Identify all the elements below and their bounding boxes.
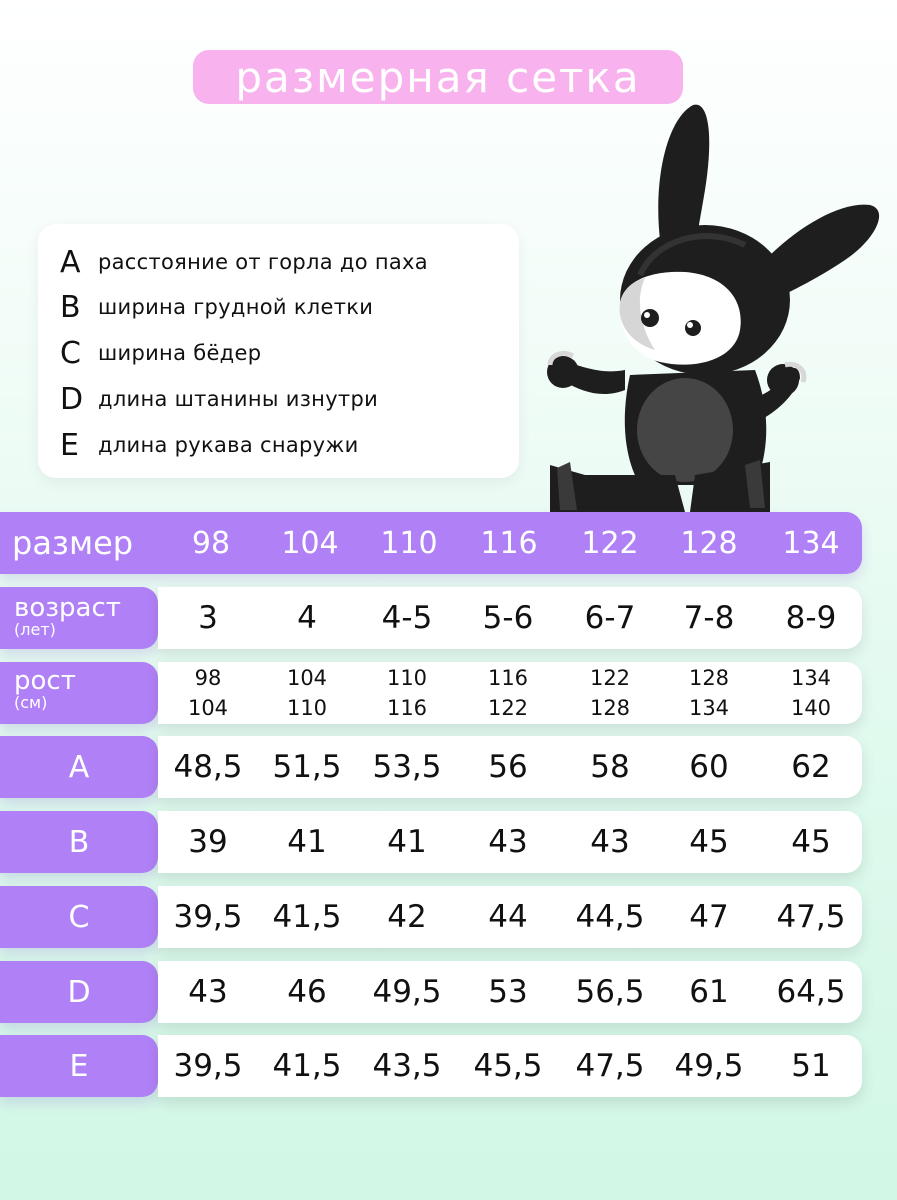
legend-text: ширина грудной клетки [98, 295, 374, 319]
height-to: 140 [790, 696, 832, 720]
age-label: возраст [14, 593, 121, 623]
size-label: размер [12, 524, 134, 562]
height-from: 128 [688, 666, 730, 690]
legend-letter: B [60, 289, 81, 325]
measure-value: 41,5 [272, 899, 342, 935]
measure-value: 43,5 [372, 1048, 442, 1084]
size-134: 134 [782, 525, 840, 561]
measure-value: 56 [488, 749, 528, 785]
measure-value: 45,5 [473, 1048, 543, 1084]
measure-value: 53,5 [372, 749, 442, 785]
measure-value: 41 [287, 824, 327, 860]
legend-item-c [60, 333, 261, 373]
measure-value: 47,5 [575, 1048, 645, 1084]
measure-row-b [158, 811, 862, 873]
legend-item-a [60, 242, 428, 282]
size-116: 116 [480, 525, 538, 561]
row-label-b: B [0, 811, 158, 873]
height-label: рост [14, 666, 76, 696]
row-label-d: D [0, 961, 158, 1023]
measure-value: 41 [387, 824, 427, 860]
measure-value: 43 [590, 824, 630, 860]
row-label-e: E [0, 1035, 158, 1097]
legend-item-e [60, 425, 359, 465]
height-to: 104 [187, 696, 229, 720]
legend-item-d [60, 379, 378, 419]
measure-value: 42 [387, 899, 427, 935]
measure-value: 64,5 [776, 974, 846, 1010]
legend-text: длина штанины изнутри [98, 387, 379, 411]
height-row [158, 662, 862, 724]
age-value: 5-6 [482, 600, 534, 636]
height-range [158, 662, 258, 724]
row-label-a: A [0, 736, 158, 798]
age-value: 7-8 [683, 600, 735, 636]
height-to: 116 [386, 696, 428, 720]
measure-value: 53 [488, 974, 528, 1010]
legend-letter: E [60, 427, 79, 463]
height-from: 98 [194, 666, 222, 690]
age-row [158, 587, 862, 649]
measure-value: 49,5 [674, 1048, 744, 1084]
age-value: 4 [297, 600, 317, 636]
legend-text: ширина бёдер [98, 341, 262, 365]
size-110: 110 [380, 525, 438, 561]
height-range [357, 662, 457, 724]
height-range [560, 662, 660, 724]
legend-letter: C [60, 335, 81, 371]
height-from: 134 [790, 666, 832, 690]
measure-value: 61 [689, 974, 729, 1010]
legend-text: расстояние от горла до паха [98, 250, 428, 274]
measure-value: 43 [188, 974, 228, 1010]
measure-value: 62 [791, 749, 831, 785]
measure-value: 44,5 [575, 899, 645, 935]
measure-row-a [158, 736, 862, 798]
legend-text: длина рукава снаружи [98, 433, 359, 457]
height-range [458, 662, 558, 724]
measure-value: 56,5 [575, 974, 645, 1010]
size-122: 122 [581, 525, 639, 561]
measure-value: 47 [689, 899, 729, 935]
height-to: 110 [286, 696, 328, 720]
legend-letter: A [60, 244, 81, 280]
measure-row-d [158, 961, 862, 1023]
size-98: 98 [191, 525, 231, 561]
size-104: 104 [281, 525, 339, 561]
measure-value: 45 [689, 824, 729, 860]
height-range [761, 662, 861, 724]
height-from: 122 [589, 666, 631, 690]
age-unit: (лет) [14, 620, 56, 639]
measure-value: 51 [791, 1048, 831, 1084]
height-to: 128 [589, 696, 631, 720]
measure-row-c [158, 886, 862, 948]
measure-value: 51,5 [272, 749, 342, 785]
height-row-label [0, 662, 158, 724]
page-title: размерная сетка [193, 50, 683, 104]
age-value: 4-5 [381, 600, 433, 636]
measure-value: 46 [287, 974, 327, 1010]
measure-value: 58 [590, 749, 630, 785]
measurement-legend [38, 224, 519, 478]
bunny-mascot-icon [545, 100, 895, 515]
height-range [659, 662, 759, 724]
height-from: 116 [487, 666, 529, 690]
legend-item-b [60, 287, 373, 327]
measure-value: 47,5 [776, 899, 846, 935]
height-unit: (см) [14, 693, 48, 712]
age-value: 6-7 [584, 600, 636, 636]
measure-value: 41,5 [272, 1048, 342, 1084]
measure-value: 48,5 [173, 749, 243, 785]
measure-row-e [158, 1035, 862, 1097]
size-header-row [0, 512, 862, 574]
legend-letter: D [60, 381, 84, 417]
height-from: 104 [286, 666, 328, 690]
measure-value: 49,5 [372, 974, 442, 1010]
measure-value: 44 [488, 899, 528, 935]
height-range [257, 662, 357, 724]
size-128: 128 [680, 525, 738, 561]
age-value: 3 [198, 600, 218, 636]
height-to: 134 [688, 696, 730, 720]
measure-value: 39 [188, 824, 228, 860]
age-value: 8-9 [785, 600, 837, 636]
row-label-c: C [0, 886, 158, 948]
measure-value: 60 [689, 749, 729, 785]
measure-value: 39,5 [173, 899, 243, 935]
measure-value: 39,5 [173, 1048, 243, 1084]
height-from: 110 [386, 666, 428, 690]
height-to: 122 [487, 696, 529, 720]
age-row-label [0, 587, 158, 649]
measure-value: 45 [791, 824, 831, 860]
measure-value: 43 [488, 824, 528, 860]
